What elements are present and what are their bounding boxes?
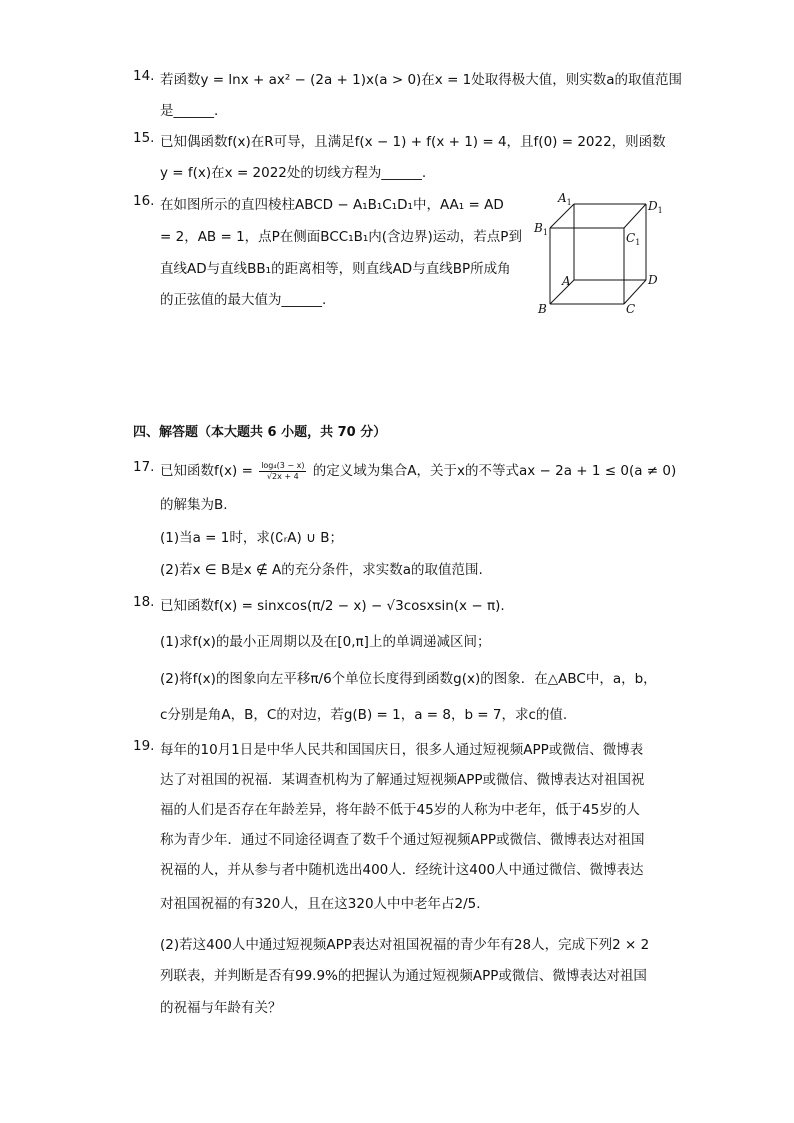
question-text: 直线AD与直线BB₁的距离相等，则直线AD与直线BP所成角 bbox=[160, 261, 511, 277]
label-b1: $B_1$ bbox=[534, 221, 548, 237]
question-text: 福的人们是否存在年龄差异，将年龄不低于45岁的人称为中老年，低于45岁的人 bbox=[160, 802, 640, 818]
label-a: A bbox=[562, 274, 571, 288]
question-text: 达了对祖国的祝福．某调查机构为了解通过短视频APP或微信、微博表达对祖国祝 bbox=[160, 772, 645, 788]
question-part: (2)若这400人中通过短视频APP表达对祖国祝福的青少年有28人，完成下列2 × 2 bbox=[160, 937, 650, 953]
fraction-denominator: √2x + 4 bbox=[266, 471, 299, 481]
label-c: C bbox=[626, 302, 636, 316]
question-text: = 2，AB = 1，点P在侧面BCC₁B₁内(含边界)运动，若点P到 bbox=[160, 229, 522, 245]
question-text: 若函数y = lnx + ax² − (2a + 1)x(a > 0)在x = 1处取得极大值，则实数a的取值范围 bbox=[160, 72, 683, 88]
question-text: y = f(x)在x = 2022处的切线方程为______. bbox=[160, 165, 427, 181]
edge-b1a1 bbox=[550, 204, 574, 228]
question-text: 在如图所示的直四棱柱ABCD − A₁B₁C₁D₁中，AA₁ = AD bbox=[160, 197, 504, 213]
question-text: 称为青少年．通过不同途径调查了数千个通过短视频APP或微信、微博表达对祖国 bbox=[160, 832, 645, 848]
edge-d1c1 bbox=[624, 204, 646, 228]
label-d: D bbox=[648, 273, 658, 287]
question-number: 14. bbox=[133, 68, 155, 84]
question-text: 的正弦值的最大值为______. bbox=[160, 292, 327, 308]
q17-rest: 的定义域为集合A，关于x的不等式ax − 2a + 1 ≤ 0(a ≠ 0) bbox=[312, 463, 677, 479]
label-b: B bbox=[538, 302, 547, 316]
question-number: 17. bbox=[133, 459, 155, 475]
question-text: 已知偶函数f(x)在R可导，且满足f(x − 1) + f(x + 1) = 4，且f(0) = 2022，则函数 bbox=[160, 134, 666, 150]
question-part: (1)当a = 1时，求(∁ᵣA) ∪ B； bbox=[160, 530, 343, 546]
edge-dc bbox=[624, 280, 646, 304]
question-part: (2)将f(x)的图象向左平移π/6个单位长度得到函数g(x)的图象．在△ABC中，a，b， bbox=[160, 671, 657, 687]
label-d1: $D_1$ bbox=[648, 199, 663, 215]
label-a1: $A_1$ bbox=[558, 191, 572, 207]
question-number: 18. bbox=[133, 594, 155, 610]
prism-diagram bbox=[528, 190, 668, 320]
question-number: 19. bbox=[133, 738, 155, 754]
fraction bbox=[259, 461, 306, 482]
question-text: 是______. bbox=[160, 103, 219, 119]
question-text bbox=[160, 459, 676, 482]
question-number: 15. bbox=[133, 130, 155, 146]
question-text: 对祖国祝福的有320人，且在这320人中中老年占2/5. bbox=[160, 896, 481, 912]
question-number: 16. bbox=[133, 193, 155, 209]
fraction-numerator: log₄(3 − x) bbox=[261, 460, 305, 470]
label-c1: $C_1$ bbox=[626, 231, 641, 247]
question-part: 列联表，并判断是否有99.9%的把握认为通过短视频APP或微信、微博表达对祖国 bbox=[160, 968, 647, 984]
question-part: (2)若x ∈ B是x ∉ A的充分条件，求实数a的取值范围. bbox=[160, 562, 483, 578]
question-text: 的解集为B. bbox=[160, 497, 228, 513]
question-part: 的祝福与年龄有关？ bbox=[160, 1000, 282, 1016]
question-part: (1)求f(x)的最小正周期以及在[0,π]上的单调递减区间； bbox=[160, 634, 491, 650]
question-text: 已知函数f(x) = sinxcos(π/2 − x) − √3cosxsin(x − π). bbox=[160, 598, 505, 614]
q17-lead: 已知函数f(x) = bbox=[160, 463, 253, 479]
section-heading: 四、解答题（本大题共 6 小题，共 70 分） bbox=[133, 425, 387, 440]
question-part: c分别是角A，B，C的对边，若g(B) = 1，a = 8，b = 7，求c的值. bbox=[160, 707, 568, 723]
question-text: 每年的10月1日是中华人民共和国国庆日，很多人通过短视频APP或微信、微博表 bbox=[160, 742, 644, 758]
question-text: 祝福的人，并从参与者中随机选出400人．经统计这400人中通过微信、微博表达 bbox=[160, 862, 644, 878]
